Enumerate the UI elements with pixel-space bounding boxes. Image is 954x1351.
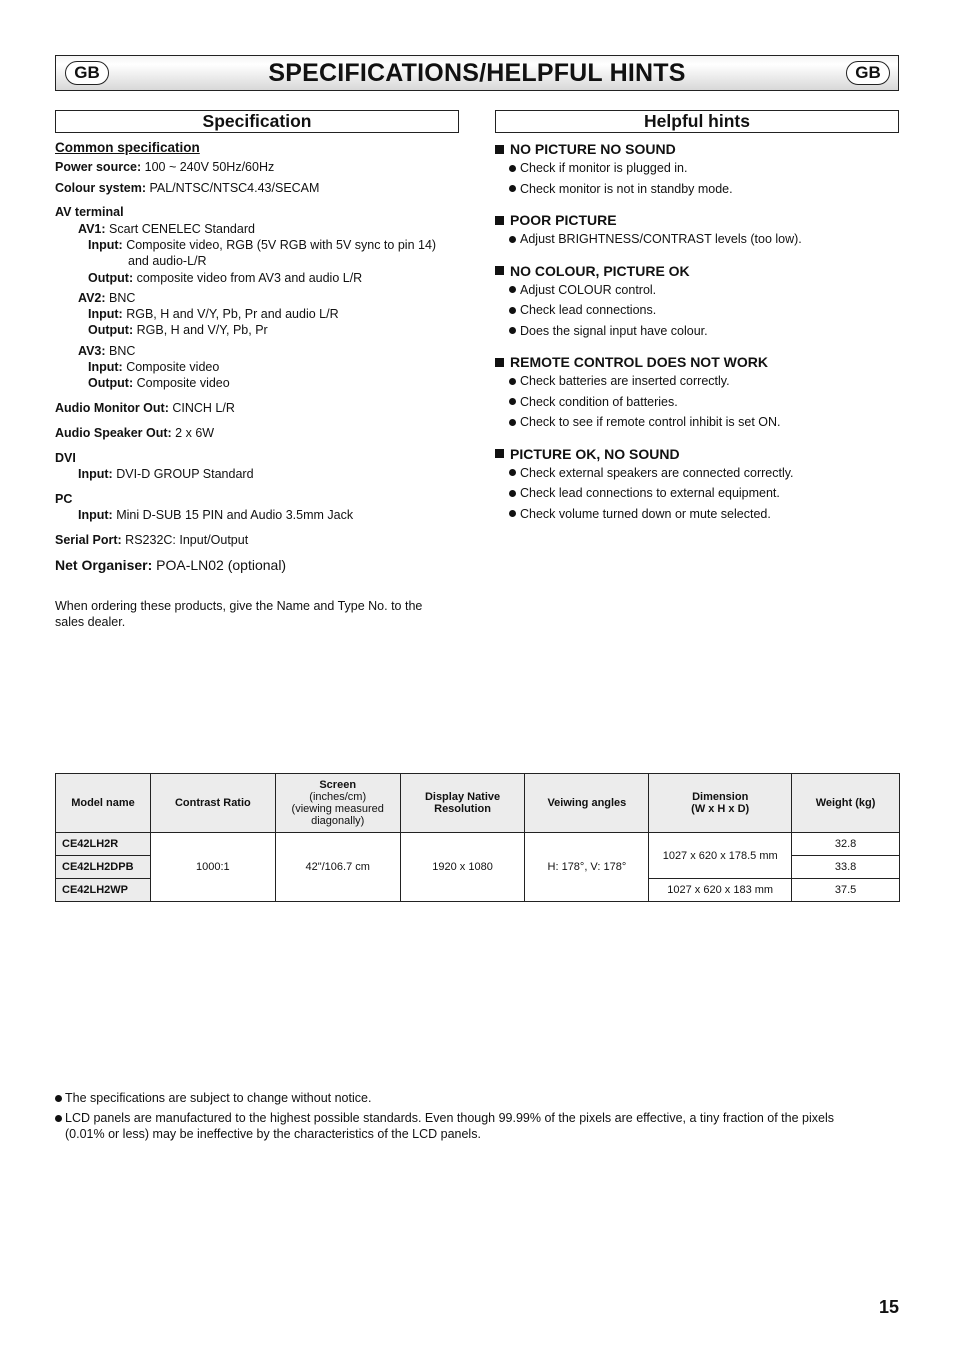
bullet-icon xyxy=(509,165,516,172)
bullet-icon xyxy=(509,307,516,314)
bullet-icon xyxy=(509,419,516,426)
specification-column xyxy=(55,140,460,631)
gb-badge-left: GB xyxy=(65,61,109,85)
hint-item: Adjust BRIGHTNESS/CONTRAST levels (too low). xyxy=(495,229,900,250)
hint-item: Check volume turned down or mute selected. xyxy=(495,504,900,525)
av2-row: AV2: BNC xyxy=(78,290,136,305)
square-bullet-icon xyxy=(495,266,504,275)
page-title: SPECIFICATIONS/HELPFUL HINTS xyxy=(268,59,686,87)
ordering-note-line1: When ordering these products, give the Name and Type No. to the xyxy=(55,599,423,614)
square-bullet-icon xyxy=(495,358,504,367)
audio-speaker-row: Audio Speaker Out: 2 x 6W xyxy=(55,425,215,440)
pc-heading: PC xyxy=(55,491,73,506)
hint-item: Check condition of batteries. xyxy=(495,392,900,413)
av1-input-continued: and audio-L/R xyxy=(128,254,207,269)
hint-item: Adjust COLOUR control. xyxy=(495,280,900,301)
square-bullet-icon xyxy=(495,216,504,225)
screen-cell: 42"/106.7 cm xyxy=(275,833,400,902)
av2-output-row: Output: RGB, H and V/Y, Pb, Pr xyxy=(88,323,268,338)
av2-input-row: Input: RGB, H and V/Y, Pb, Pr and audio L/R xyxy=(88,307,339,322)
header-dimension: Dimension (W x H x D) xyxy=(649,774,792,833)
hint-item: Check if monitor is plugged in. xyxy=(495,158,900,179)
gb-badge-right: GB xyxy=(846,61,890,85)
table-header-row xyxy=(56,774,900,833)
footnote-item: LCD panels are manufactured to the highest possible standards. Even though 99.99% of the pixels are effective, a tiny fraction of the pixels (0.01% or less) may be ineffective by the characteristics of the LCD panels. xyxy=(55,1110,885,1142)
dimension-cell: 1027 x 620 x 183 mm xyxy=(649,879,792,902)
av1-output-row: Output: composite video from AV3 and audio L/R xyxy=(88,270,363,285)
dimension-cell: 1027 x 620 x 178.5 mm xyxy=(649,833,792,879)
hint-item: Check lead connections to external equipment. xyxy=(495,483,900,504)
angles-cell: H: 178°, V: 178° xyxy=(525,833,649,902)
footnotes xyxy=(55,1090,885,1146)
bullet-icon xyxy=(509,469,516,476)
square-bullet-icon xyxy=(495,145,504,154)
av3-row: AV3: BNC xyxy=(78,343,136,358)
av1-input-row: Input: Composite video, RGB (5V RGB with 5V sync to pin 14) xyxy=(88,237,437,252)
header-resolution: Display Native Resolution xyxy=(400,774,525,833)
model-name-cell: CE42LH2WP xyxy=(56,879,151,902)
bullet-icon xyxy=(509,286,516,293)
title-bar xyxy=(55,55,899,91)
bullet-icon xyxy=(509,398,516,405)
helpful-hints-heading: Helpful hints xyxy=(495,110,899,133)
hint-item: Check external speakers are connected correctly. xyxy=(495,463,900,484)
hint-group-heading: POOR PICTURE xyxy=(495,211,900,229)
page-number: 15 xyxy=(878,1297,899,1317)
header-weight: Weight (kg) xyxy=(792,774,900,833)
hint-group-heading: PICTURE OK, NO SOUND xyxy=(495,445,900,463)
net-organiser-row: Net Organiser: POA-LN02 (optional) xyxy=(55,556,287,573)
header-model-name: Model name xyxy=(56,774,151,833)
av1-row: AV1: Scart CENELEC Standard xyxy=(78,221,255,236)
footnote-item: The specifications are subject to change without notice. xyxy=(55,1090,885,1106)
bullet-icon xyxy=(509,236,516,243)
hint-group-heading: NO COLOUR, PICTURE OK xyxy=(495,262,900,280)
weight-cell: 32.8 xyxy=(792,833,900,856)
colour-system-row: Colour system: PAL/NTSC/NTSC4.43/SECAM xyxy=(55,180,320,195)
hint-item: Check to see if remote control inhibit is set ON. xyxy=(495,412,900,433)
hint-group-heading: NO PICTURE NO SOUND xyxy=(495,140,900,158)
dvi-input-row: Input: DVI-D GROUP Standard xyxy=(78,467,254,482)
dvi-heading: DVI xyxy=(55,450,76,465)
header-viewing-angles: Veiwing angles xyxy=(525,774,649,833)
av-terminal-heading: AV terminal xyxy=(55,205,124,220)
header-screen: Screen (inches/cm) (viewing measured diagonally) xyxy=(275,774,400,833)
weight-cell: 37.5 xyxy=(792,879,900,902)
hint-group-heading: REMOTE CONTROL DOES NOT WORK xyxy=(495,353,900,371)
power-source-row: Power source: 100 ~ 240V 50Hz/60Hz xyxy=(55,160,275,175)
bullet-icon xyxy=(509,327,516,334)
bullet-icon xyxy=(509,378,516,385)
hint-item: Does the signal input have colour. xyxy=(495,321,900,342)
header-contrast-ratio: Contrast Ratio xyxy=(150,774,275,833)
model-spec-table xyxy=(55,773,900,902)
ordering-note-line2: sales dealer. xyxy=(55,615,126,630)
square-bullet-icon xyxy=(495,449,504,458)
bullet-icon xyxy=(509,510,516,517)
av3-input-row: Input: Composite video xyxy=(88,360,220,375)
model-name-cell: CE42LH2R xyxy=(56,833,151,856)
common-specification-heading: Common specification xyxy=(55,140,200,155)
model-name-cell: CE42LH2DPB xyxy=(56,856,151,879)
bullet-icon xyxy=(55,1115,62,1122)
contrast-cell: 1000:1 xyxy=(150,833,275,902)
av3-output-row: Output: Composite video xyxy=(88,376,230,391)
specification-heading: Specification xyxy=(55,110,459,133)
resolution-cell: 1920 x 1080 xyxy=(400,833,525,902)
bullet-icon xyxy=(509,185,516,192)
weight-cell: 33.8 xyxy=(792,856,900,879)
helpful-hints-column xyxy=(495,140,900,524)
serial-port-row: Serial Port: RS232C: Input/Output xyxy=(55,532,249,547)
hint-item: Check batteries are inserted correctly. xyxy=(495,371,900,392)
hint-item: Check monitor is not in standby mode. xyxy=(495,179,900,200)
hint-item: Check lead connections. xyxy=(495,300,900,321)
bullet-icon xyxy=(509,490,516,497)
table-row xyxy=(56,833,900,856)
audio-monitor-row: Audio Monitor Out: CINCH L/R xyxy=(55,401,235,416)
bullet-icon xyxy=(55,1095,62,1102)
pc-input-row: Input: Mini D-SUB 15 PIN and Audio 3.5mm Jack xyxy=(78,508,354,523)
